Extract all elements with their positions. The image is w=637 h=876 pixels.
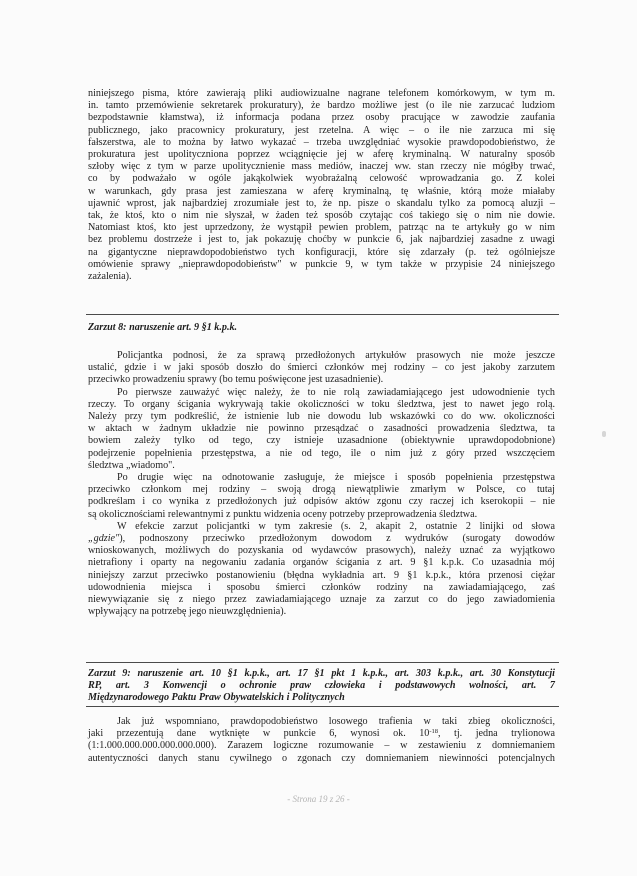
text-line: niewywiązanie się z niego przez zawiadamiającego uznaje za zarzut co do jego zawiadomienia (88, 594, 555, 606)
text-span: , tj. jedna trylionowa (438, 728, 556, 740)
text-line: W efekcie zarzut policjantki w tym zakresie (s. 2, akapit 2, ostatnie 2 linijki od słowa (117, 520, 555, 532)
text-line: śledztwa „wiadomo". (88, 459, 175, 471)
text-line: autentyczności danych stanu cywilnego o zgonach czy domniemaniem niewinności potencjalnych (88, 752, 555, 764)
text-line: w aktach w żadnym układzie nie powinno przesądzać o zasadności prowadzenia śledztwa, ta (88, 423, 555, 435)
heading-zarzut-8-text: Zarzut 8: naruszenie art. 9 §1 k.p.k. (88, 322, 238, 333)
text-line: publicznego, jako pracownicy prokuratury, jest rzetelna. A więc – o ile nie zarzuca mi się (88, 124, 555, 136)
text-line: wnioskowanych, możliwych do pozyskania od wydawców prasowych), należy uznać za wyjątkowo (88, 545, 555, 557)
text-line: nietrafiony i oparty na negowaniu zadania organów ścigania z art. 9 §1 k.p.k. Co uzasadnia mój (88, 557, 555, 569)
section-rule (86, 314, 559, 315)
text-line: Natomiast ktoś, kto jest uprzedzony, że wystąpił pewien problem, patrząc na te artykuły go w nim (88, 222, 555, 234)
text-line: Po pierwsze zauważyć więc należy, że to nie rolą zawiadamiającego jest udowodnienie tych (117, 386, 555, 398)
text-line: na gigantyczne nieprawdopodobieństwo tych konfiguracji, które się zdarzały (p. też ogólniejsze (88, 246, 555, 258)
text-line: Jak już wspomniano, prawdopodobieństwo losowego trafienia w taki zbieg okoliczności, (117, 716, 555, 727)
heading-zarzut-9 (88, 668, 555, 705)
text-line: (1:1.000.000.000.000.000.000). Zarazem logiczne rozumowanie – w zestawieniu z domniemaniem (88, 740, 555, 752)
text-line: omówienie sprawy „nieprawdopodobieństw" w punkcie 9, w tym także w przypisie 24 niniejszego (88, 258, 555, 270)
section-rule (86, 706, 559, 707)
text-line: fałszerstwa, ale to można by łatwo wykazać – trzeba uwzględniać wysokie prawdopodobieństwo, że (88, 136, 555, 148)
text-line: ujawnić wprost, jak najbardziej zrozumiałe jest to, że np. pisze o skandalu tylko za pomocą aluzji – (88, 197, 555, 209)
text-span: jaki przezentują dane wytknięte w punkcie 6, wynosi ok. 10 (88, 728, 430, 740)
section-8-body (88, 350, 555, 618)
exponent: -18 (429, 728, 439, 736)
heading-zarzut-8 (88, 322, 555, 334)
text-line: bez problemu dostrzeże i jest to, jak pokazuję choćby w punkcie 6, jak najbardziej zasadne z uwagi (88, 234, 555, 246)
text-line: są okolicznościami relewantnymi z punktu widzenia oceny potrzeby przeprowadzenia śledztwa. (88, 508, 478, 520)
text-line: rzeczy. To organy ścigania wykrywają takie okoliczności w toku śledztwa, jest to nawet jego rolą. (88, 398, 555, 410)
section-9-body (88, 716, 555, 765)
text-line: in. tamto przemówienie sekretarek prokuratury), że bardzo możliwe jest (o ile nie zarzucać ludziom (88, 100, 555, 112)
text-line: Międzynarodowego Paktu Praw Obywatelskich i Politycznych (88, 692, 345, 704)
text-line: bezpodstawnie kłamstwa), iż informacja podana przez osoby pracujące w zawodzie zaufania (88, 112, 555, 124)
text-line: niniejszego pisma, które zawierają pliki audiowizualne nagrane telefonem komórkowym, w tym m. (88, 88, 555, 99)
text-line: Należy przy tym podkreślić, że istnienie lub nie dowodu lub wskazówki co do ww. okoliczności (88, 411, 555, 423)
text-line: niniejszy zarzut przeciwko postanowieniu (błędna wykładnia art. 9 §1 k.p.k., która przenosi ciężar (88, 569, 555, 581)
text-line: w warunkach, gdy prasa jest zamieszana w aferę kryminalną, tę właśnie, którą może miałaby (88, 185, 555, 197)
text-line: co by podważało w ogóle jakąkolwiek wyobrażalną celowość wprowadzania go. Z kolei (88, 173, 555, 185)
text-line: Po drugie więc na odnotowanie zasługuje, że miejsce i sposób popełnienia przestępstwa (117, 472, 555, 484)
section-rule (86, 662, 559, 663)
paragraph-continuation (88, 88, 555, 283)
text-line: Zarzut 9: naruszenie art. 10 §1 k.p.k., art. 17 §1 pkt 1 k.p.k., art. 303 k.p.k., art. 30 Konstytucji (88, 668, 555, 679)
text-line: „gdzie"), podnoszony przeciwko przedłożonym dowodom z wydruków (surogaty dowodów (88, 533, 555, 545)
text-line: przeciwko członkom mej rodziny – swoją drogą niewątpliwie zmarłym w Polsce, co tutaj (88, 484, 555, 496)
text-line: przeciwko prowadzeniu sprawy (bo temu poświęcone jest uzasadnienie). (88, 374, 384, 386)
page-number-footer: - Strona 19 z 26 - (287, 794, 350, 804)
text-line: wpływający na potrzebę jego nieuwzględnienia). (88, 606, 287, 618)
text-line: prokuratura jest upolityczniona poprzez wciągnięcie jej w aferę kryminalną. W naturalny sposób (88, 149, 555, 161)
text-line (88, 728, 555, 740)
scan-speck (602, 431, 606, 437)
text-line: udowodnienia miejsca i sposobu śmierci członków rodziny na zawiadamiającego, zaś (88, 581, 555, 593)
text-line: RP, art. 3 Konwencji o ochronie praw człowieka i podstawowych wolności, art. 7 (88, 680, 555, 692)
text-line: podejrzenie popełnienia przestępstwa, a nie od tego, ile o nim już z góry przed wszczęciem (88, 447, 555, 459)
text-line: zażalenia). (88, 271, 132, 283)
text-line: ustalić, gdzie i w jaki sposób doszło do śmierci członków mej rodziny – co jest jakoby zarzutem (88, 362, 555, 374)
text-line: Policjantka podnosi, że za sprawą przedłożonych artykułów prasowych nie może jeszcze (117, 350, 555, 361)
text-line: podkreślam i co wynika z przedłożonych już odpisów aktów zgonu czy raczej ich kserokopii – nie (88, 496, 555, 508)
text-line: tak, że ktoś, kto o nim nie słyszał, w żaden też sposób czytając coś takiego się o nim nie dowie. (88, 210, 555, 222)
text-line: bowiem zależy tylko od tego, czy istnieje uzasadnione (obiektywnie uprawdopodobnione) (88, 435, 555, 447)
text-line: szłoby więc z tym w parze upolitycznienie mass mediów, inaczej ww. stan rzeczy nie mógłby trwać, (88, 161, 555, 173)
